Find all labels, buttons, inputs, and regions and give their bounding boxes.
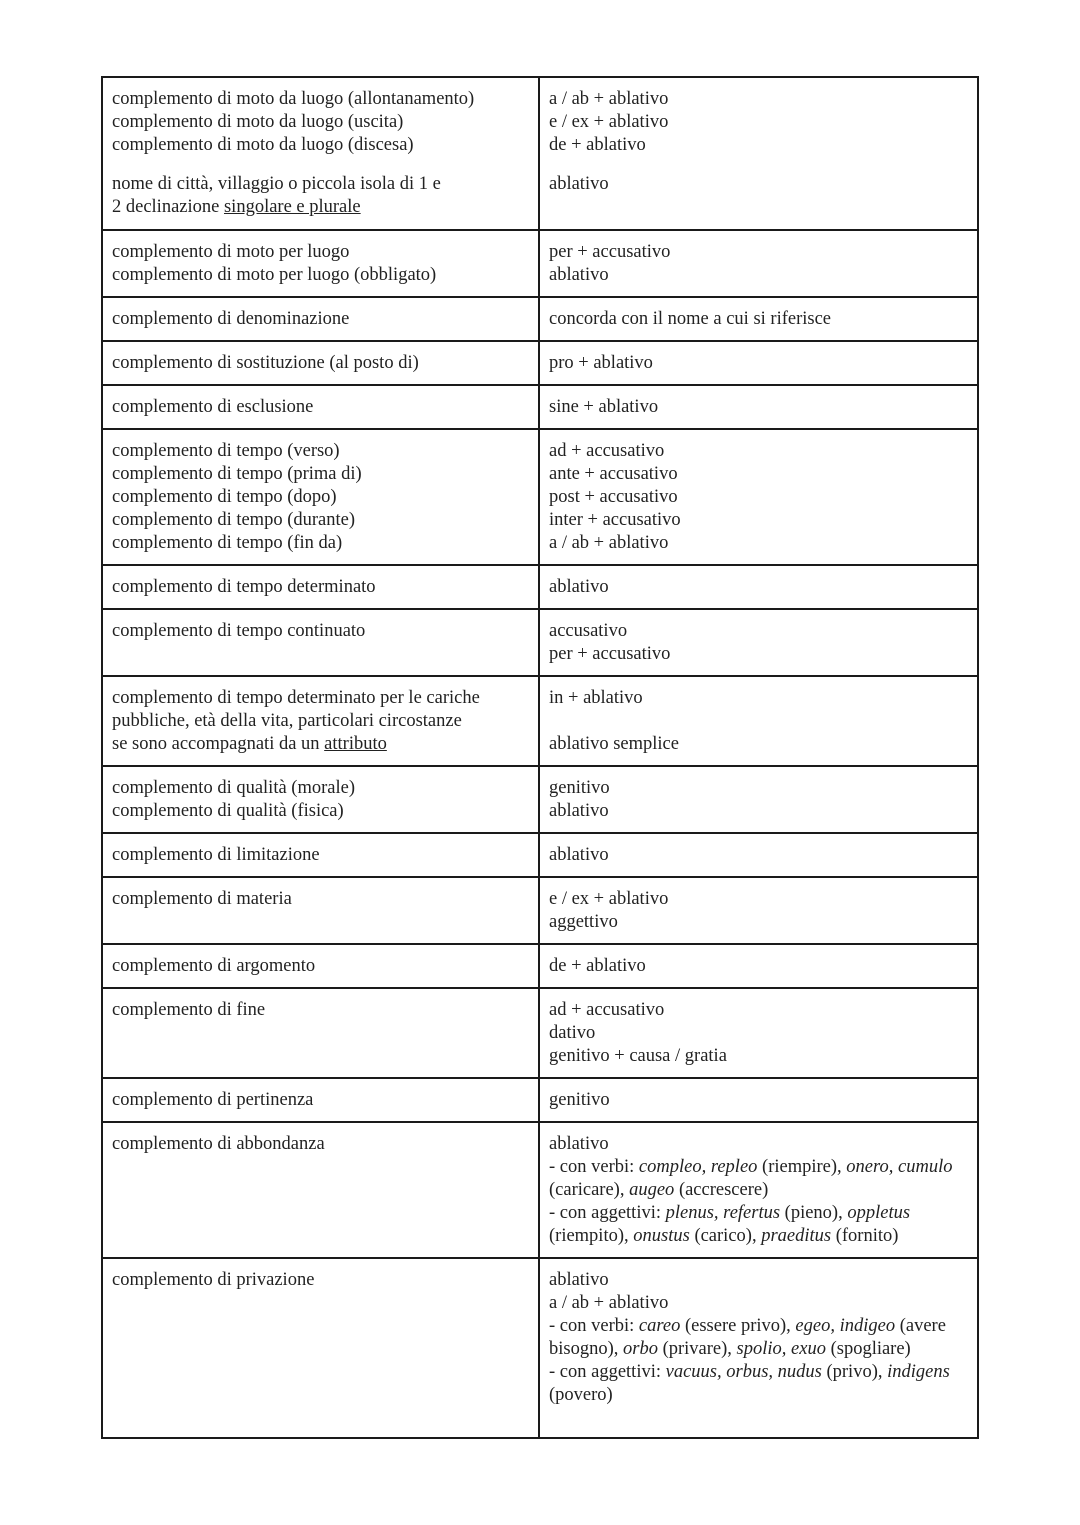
construction-cell xyxy=(539,230,978,297)
construction-verbs: - con verbi: compleo, repleo (riempire), onero, cumulo (caricare), augeo (accrescere) xyxy=(549,1157,953,1200)
complement-text: complemento di moto per luogo xyxy=(112,242,350,262)
construction-cell xyxy=(539,77,978,230)
construction-text: in + ablativo xyxy=(549,688,643,708)
table-row xyxy=(102,944,978,988)
table-row xyxy=(102,766,978,833)
latin-complements-table xyxy=(101,76,979,1439)
construction-adjectives: - con aggettivi: plenus, refertus (pieno), oppletus (riempito), onustus (carico), praeditus (fornito) xyxy=(549,1203,911,1246)
construction-text: ablativo xyxy=(549,801,609,821)
latin-term: careo xyxy=(638,1316,681,1336)
construction-text: sine + ablativo xyxy=(549,397,659,417)
table-row xyxy=(102,297,978,341)
construction-cell xyxy=(539,766,978,833)
table-row xyxy=(102,609,978,676)
latin-term: praeditus xyxy=(761,1226,832,1246)
construction-cell xyxy=(539,1078,978,1122)
construction-cell xyxy=(539,944,978,988)
construction-text: ad + accusativo xyxy=(549,441,665,461)
underlined-text: singolare e plurale xyxy=(223,197,361,217)
latin-term: egeo, indigeo xyxy=(795,1316,896,1336)
construction-cell xyxy=(539,385,978,429)
complement-text: complemento di tempo (prima di) xyxy=(112,464,362,484)
construction-text: ablativo xyxy=(549,174,609,194)
complement-text: complemento di abbondanza xyxy=(112,1134,325,1154)
complement-text: complemento di moto per luogo (obbligato) xyxy=(112,265,437,285)
latin-term: compleo, repleo xyxy=(638,1157,758,1177)
construction-text: per + accusativo xyxy=(549,644,671,664)
latin-term: onustus xyxy=(633,1226,690,1246)
complement-text: complemento di pertinenza xyxy=(112,1090,314,1110)
table-row xyxy=(102,676,978,766)
latin-term: indigens xyxy=(887,1362,950,1382)
construction-text: ablativo xyxy=(549,1270,609,1290)
table-row xyxy=(102,385,978,429)
complement-cell xyxy=(102,676,539,766)
latin-term: vacuus, orbus, nudus xyxy=(665,1362,822,1382)
latin-term: spolio, exuo xyxy=(736,1339,826,1359)
underlined-text: attributo xyxy=(324,734,387,754)
latin-term: oppletus xyxy=(847,1203,911,1223)
construction-text: dativo xyxy=(549,1023,596,1043)
complement-cell xyxy=(102,385,539,429)
complement-text: nome di città, villaggio o piccola isola di 1 e xyxy=(112,174,441,194)
complement-cell xyxy=(102,877,539,944)
complement-text: complemento di privazione xyxy=(112,1270,315,1290)
table-row xyxy=(102,77,978,230)
complement-text: complemento di tempo (durante) xyxy=(112,510,355,530)
construction-text: pro + ablativo xyxy=(549,353,653,373)
table-row xyxy=(102,1258,978,1438)
complement-text: se sono accompagnati da un xyxy=(112,734,320,754)
construction-cell xyxy=(539,565,978,609)
construction-text: a / ab + ablativo xyxy=(549,533,669,553)
latin-term: plenus, refertus xyxy=(665,1203,781,1223)
complement-cell xyxy=(102,766,539,833)
construction-text: ablativo xyxy=(549,577,609,597)
table-row xyxy=(102,341,978,385)
construction-cell xyxy=(539,609,978,676)
table-row xyxy=(102,877,978,944)
construction-text: ablativo semplice xyxy=(549,734,679,754)
construction-text: a / ab + ablativo xyxy=(549,89,669,109)
complement-text: complemento di denominazione xyxy=(112,309,350,329)
construction-cell xyxy=(539,877,978,944)
construction-text: ante + accusativo xyxy=(549,464,678,484)
complement-cell xyxy=(102,1258,539,1438)
complement-cell xyxy=(102,988,539,1078)
complement-text: complemento di tempo (verso) xyxy=(112,441,340,461)
complement-text: complemento di esclusione xyxy=(112,397,314,417)
construction-text: genitivo + causa / gratia xyxy=(549,1046,727,1066)
construction-cell xyxy=(539,429,978,565)
complement-text: pubbliche, età della vita, particolari circostanze xyxy=(112,711,462,731)
construction-adjectives: - con aggettivi: vacuus, orbus, nudus (privo), indigens (povero) xyxy=(549,1362,950,1405)
construction-text: a / ab + ablativo xyxy=(549,1293,669,1313)
complement-cell xyxy=(102,297,539,341)
table-row xyxy=(102,1078,978,1122)
complement-cell xyxy=(102,1122,539,1258)
complement-text: complemento di moto da luogo (discesa) xyxy=(112,135,414,155)
construction-text: ablativo xyxy=(549,1134,609,1154)
construction-cell xyxy=(539,676,978,766)
construction-cell xyxy=(539,833,978,877)
complement-cell xyxy=(102,609,539,676)
table-row xyxy=(102,988,978,1078)
construction-text: concorda con il nome a cui si riferisce xyxy=(549,309,832,329)
table-row xyxy=(102,230,978,297)
complement-text: complemento di tempo determinato xyxy=(112,577,376,597)
complement-text: complemento di tempo continuato xyxy=(112,621,366,641)
construction-text: ablativo xyxy=(549,265,609,285)
latin-term: orbo xyxy=(623,1339,658,1359)
construction-text: accusativo xyxy=(549,621,628,641)
complement-text: complemento di tempo determinato per le cariche xyxy=(112,688,480,708)
construction-text: per + accusativo xyxy=(549,242,671,262)
construction-text: inter + accusativo xyxy=(549,510,681,530)
construction-text: ad + accusativo xyxy=(549,1000,665,1020)
construction-text: post + accusativo xyxy=(549,487,678,507)
construction-text: ablativo xyxy=(549,845,609,865)
construction-cell xyxy=(539,1122,978,1258)
complement-cell xyxy=(102,1078,539,1122)
table-row xyxy=(102,833,978,877)
complement-text: 2 declinazione xyxy=(112,197,220,217)
complement-text: complemento di tempo (fin da) xyxy=(112,533,343,553)
table-row xyxy=(102,1122,978,1258)
complement-text: complemento di moto da luogo (allontanamento) xyxy=(112,89,475,109)
complement-text: complemento di moto da luogo (uscita) xyxy=(112,112,404,132)
complement-cell xyxy=(102,833,539,877)
construction-text: e / ex + ablativo xyxy=(549,112,669,132)
complement-cell xyxy=(102,341,539,385)
construction-text: genitivo xyxy=(549,1090,610,1110)
complement-text: complemento di qualità (morale) xyxy=(112,778,355,798)
document-page xyxy=(101,76,977,1439)
complement-cell xyxy=(102,230,539,297)
construction-cell xyxy=(539,341,978,385)
complement-text: complemento di argomento xyxy=(112,956,316,976)
table-row xyxy=(102,429,978,565)
construction-cell xyxy=(539,988,978,1078)
construction-cell xyxy=(539,1258,978,1438)
complement-text: complemento di sostituzione (al posto di) xyxy=(112,353,419,373)
complement-cell xyxy=(102,944,539,988)
complement-cell xyxy=(102,429,539,565)
complement-text: complemento di qualità (fisica) xyxy=(112,801,344,821)
complement-cell xyxy=(102,565,539,609)
construction-text: de + ablativo xyxy=(549,135,646,155)
construction-text: aggettivo xyxy=(549,912,618,932)
construction-cell xyxy=(539,297,978,341)
complement-text: complemento di fine xyxy=(112,1000,266,1020)
latin-term: augeo xyxy=(629,1180,675,1200)
construction-text: e / ex + ablativo xyxy=(549,889,669,909)
complement-text: complemento di limitazione xyxy=(112,845,320,865)
complement-cell xyxy=(102,77,539,230)
complement-text: complemento di materia xyxy=(112,889,292,909)
complement-text: complemento di tempo (dopo) xyxy=(112,487,337,507)
construction-text: de + ablativo xyxy=(549,956,646,976)
latin-term: onero, cumulo xyxy=(846,1157,953,1177)
table-row xyxy=(102,565,978,609)
construction-text: genitivo xyxy=(549,778,610,798)
construction-verbs: - con verbi: careo (essere privo), egeo, indigeo (avere bisogno), orbo (privare), spolio, exuo (spogliare) xyxy=(549,1316,946,1359)
